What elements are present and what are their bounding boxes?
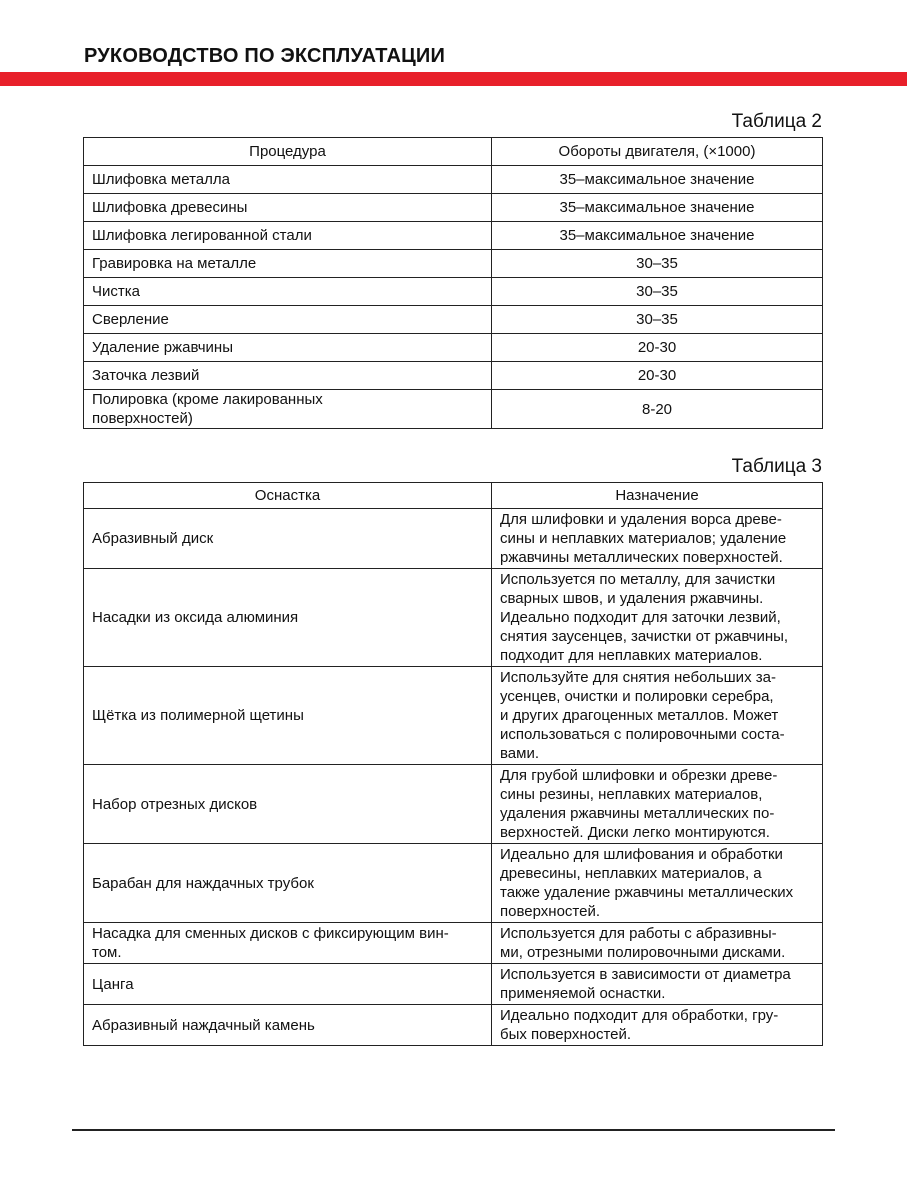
- row-label-cell: Абразивный наждачный камень: [84, 1005, 492, 1046]
- column-header: Обороты двигателя, (×1000): [492, 138, 823, 166]
- row-value-cell: 30–35: [492, 306, 823, 334]
- row-label-cell: Насадка для сменных дисков с фиксирующим вин- том.: [84, 923, 492, 964]
- row-value-cell: Для шлифовки и удаления ворса древе- сины и неплавких материалов; удаление ржавчины металлических поверхностей.: [492, 509, 823, 569]
- page-header-title: РУКОВОДСТВО ПО ЭКСПЛУАТАЦИИ: [84, 45, 446, 67]
- footer-rule: [72, 1129, 835, 1131]
- table-row: [84, 166, 823, 194]
- row-label-cell: Гравировка на металле: [84, 250, 492, 278]
- row-value-cell: 35–максимальное значение: [492, 166, 823, 194]
- table3-caption: Таблица 3: [731, 456, 822, 477]
- table-row: [84, 667, 823, 765]
- row-label-cell: Цанга: [84, 964, 492, 1005]
- row-label-cell: Сверление: [84, 306, 492, 334]
- row-value-cell: 35–максимальное значение: [492, 222, 823, 250]
- row-label-cell: Набор отрезных дисков: [84, 765, 492, 844]
- table-row: [84, 362, 823, 390]
- table-row: [84, 1005, 823, 1046]
- table-row: [84, 306, 823, 334]
- row-value-cell: Используйте для снятия небольших за- усенцев, очистки и полировки серебра, и других драгоценных металлов. Может использоваться с полировочными соста- вами.: [492, 667, 823, 765]
- row-value-cell: 30–35: [492, 278, 823, 306]
- row-value-cell: Идеально подходит для обработки, гру- бых поверхностей.: [492, 1005, 823, 1046]
- table-row: [84, 964, 823, 1005]
- row-label-cell: Абразивный диск: [84, 509, 492, 569]
- table-row: [84, 250, 823, 278]
- accessories-table: [83, 482, 823, 1046]
- table-row: [84, 844, 823, 923]
- row-value-cell: Используется в зависимости от диаметра применяемой оснастки.: [492, 964, 823, 1005]
- row-value-cell: 35–максимальное значение: [492, 194, 823, 222]
- row-label-cell: Чистка: [84, 278, 492, 306]
- table-row: [84, 222, 823, 250]
- row-label-cell: Заточка лезвий: [84, 362, 492, 390]
- row-label-cell: Удаление ржавчины: [84, 334, 492, 362]
- row-value-cell: Используется для работы с абразивны- ми, отрезными полировочными дисками.: [492, 923, 823, 964]
- row-value-cell: Для грубой шлифовки и обрезки древе- сины резины, неплавких материалов, удаления ржавчины металлических по- верхностей. Диски легко монтируются.: [492, 765, 823, 844]
- table-row: [84, 390, 823, 429]
- engine-speed-table: [83, 137, 823, 429]
- table-row: [84, 509, 823, 569]
- table-row: [84, 765, 823, 844]
- row-label-cell: Барабан для наждачных трубок: [84, 844, 492, 923]
- row-label-cell: Шлифовка металла: [84, 166, 492, 194]
- header-accent-bar: [0, 72, 907, 86]
- row-value-cell: 8-20: [492, 390, 823, 429]
- table-header-row: [84, 138, 823, 166]
- row-label-cell: Полировка (кроме лакированных поверхностей): [84, 390, 492, 429]
- column-header: Процедура: [84, 138, 492, 166]
- table2-caption: Таблица 2: [731, 111, 822, 132]
- table-header-row: [84, 483, 823, 509]
- row-value-cell: 30–35: [492, 250, 823, 278]
- row-label-cell: Насадки из оксида алюминия: [84, 569, 492, 667]
- row-label-cell: Шлифовка древесины: [84, 194, 492, 222]
- table-row: [84, 923, 823, 964]
- column-header: Назначение: [492, 483, 823, 509]
- row-value-cell: Идеально для шлифования и обработки древесины, неплавких материалов, а также удаление ржавчины металлических поверхностей.: [492, 844, 823, 923]
- row-value-cell: Используется по металлу, для зачистки сварных швов, и удаления ржавчины. Идеально подходит для заточки лезвий, снятия заусенцев, зачистки от ржавчины, подходит для неплавких материалов.: [492, 569, 823, 667]
- table-row: [84, 194, 823, 222]
- table-row: [84, 278, 823, 306]
- table-row: [84, 569, 823, 667]
- column-header: Оснастка: [84, 483, 492, 509]
- row-value-cell: 20-30: [492, 362, 823, 390]
- table-row: [84, 334, 823, 362]
- row-label-cell: Щётка из полимерной щетины: [84, 667, 492, 765]
- row-value-cell: 20-30: [492, 334, 823, 362]
- row-label-cell: Шлифовка легированной стали: [84, 222, 492, 250]
